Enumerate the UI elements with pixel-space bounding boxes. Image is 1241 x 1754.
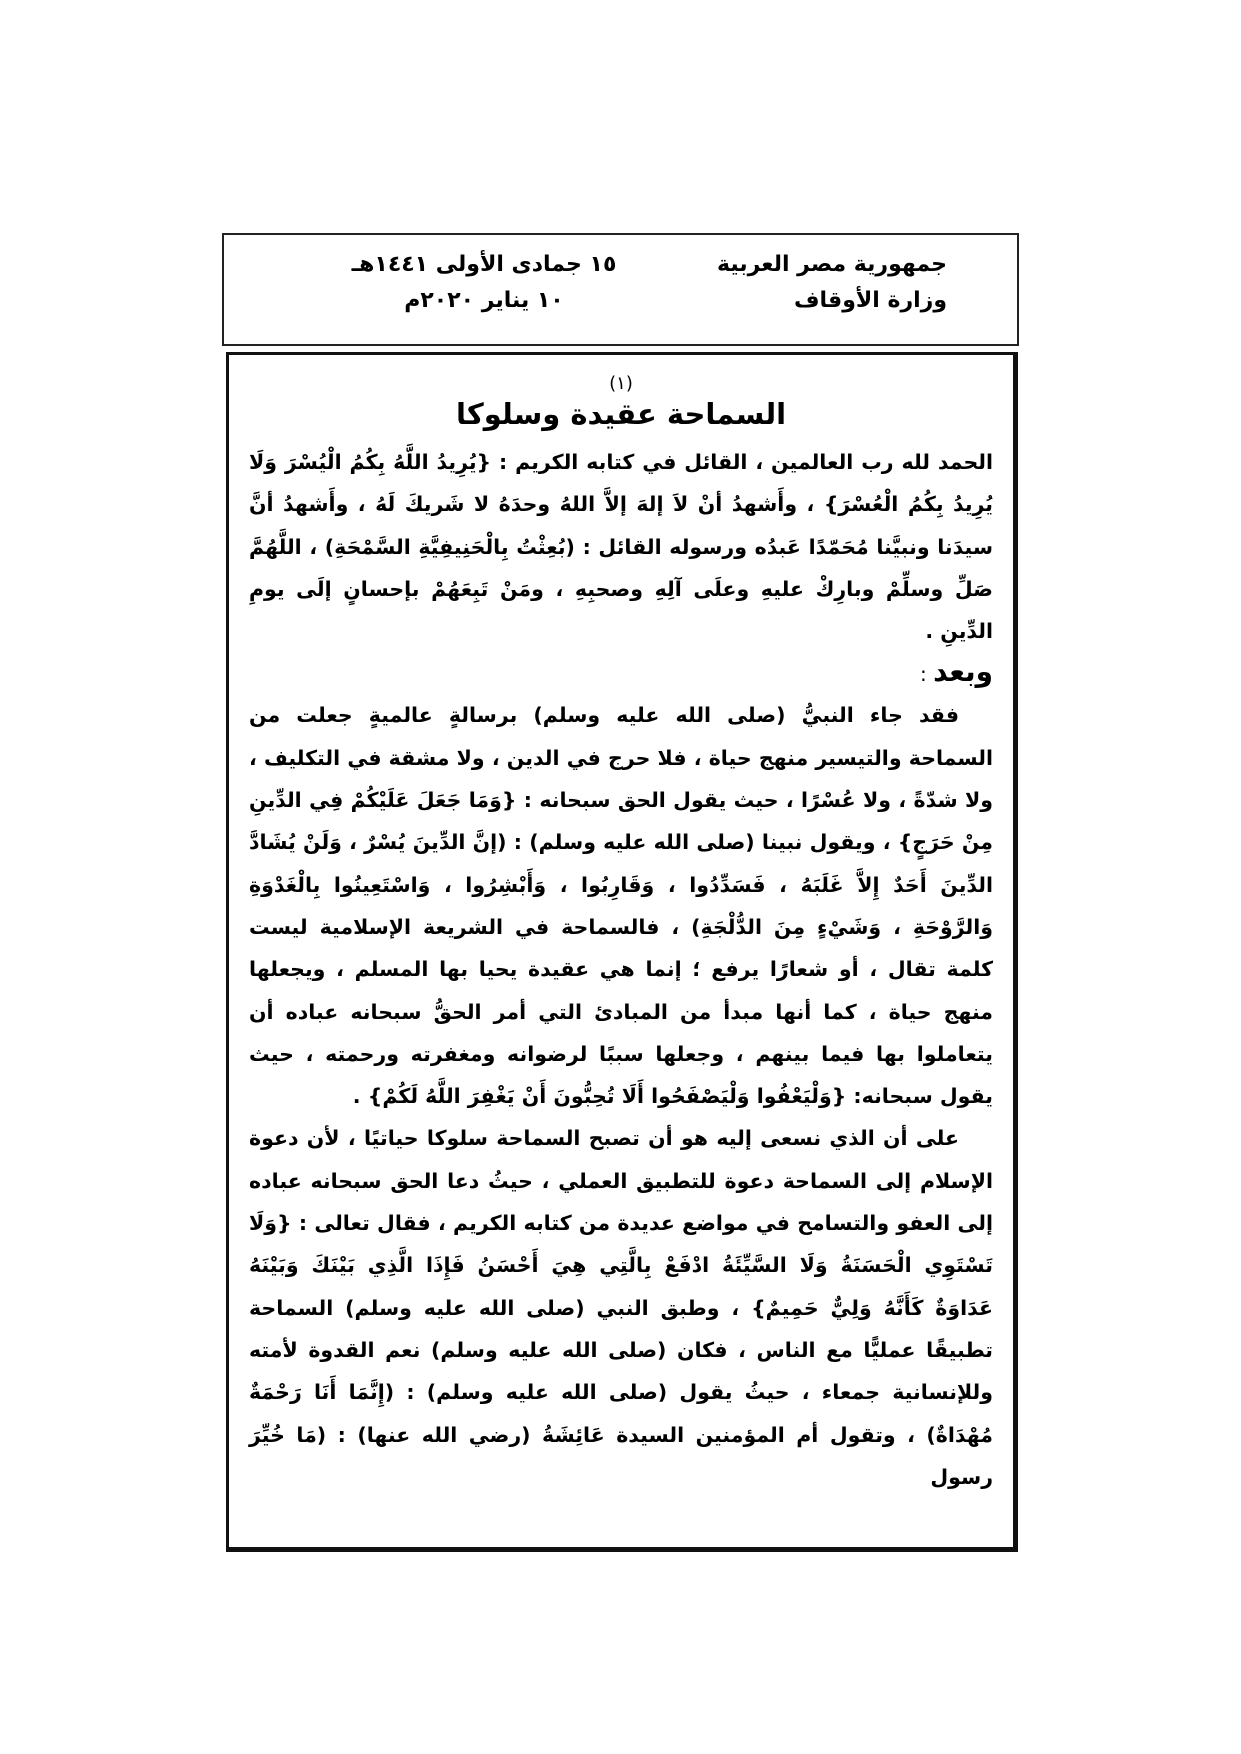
date-block [324, 247, 644, 319]
intro-paragraph: الحمد لله رب العالمين ، القائل في كتابه الكريم : {يُرِيدُ اللَّهُ بِكُمُ الْيُسْرَ وَلَا يُرِيدُ بِكُمُ الْعُسْرَ} ، وأَشهدُ أنْ لاَ إلهَ إلاَّ اللهُ وحدَهُ لا شَريكَ لَهُ ، وأَشهدُ أنَّ سيدَنا ونبيَّنا مُحَمّدًا عَبدُه ورسوله القائل : (بُعِثْتُ بِالْحَنِيفِيَّةِ السَّمْحَةِ) ، اللَّهُمَّ صَلِّ وسلِّمْ وبارِكْ عليهِ وعلَى آلِهِ وصحبِهِ ، ومَنْ تَبِعَهُمْ بإحسانٍ إلَى يومِ الدِّينِ . [249, 450, 993, 644]
lesson-number: (١) [609, 373, 633, 394]
country-name: جمهورية مصر العربية [717, 252, 947, 277]
wabad-word: وبعد [933, 655, 993, 689]
body-paragraph-2: على أن الذي نسعى إليه هو أن تصبح السماحة سلوكا حياتيًا ، لأن دعوة الإسلام إلى السماحة دعوة للتطبيق العملي ، حيثُ دعا الحق سبحانه عباده إلى العفو والتسامح في مواضع عديدة من كتابه الكريم ، فقال تعالى : {وَلَا تَسْتَوِي الْحَسَنَةُ وَلَا السَّيِّئَةُ ادْفَعْ بِالَّتِي هِيَ أَحْسَنُ فَإِذَا الَّذِي بَيْنَكَ وَبَيْنَهُ عَدَاوَةٌ كَأَنَّهُ وَلِيٌّ حَمِيمٌ} ، وطبق النبي (صلى الله عليه وسلم) السماحة تطبيقًا عمليًّا مع الناس ، فكان (صلى الله عليه وسلم) نعم القدوة لأمته وللإنسانية جمعاء ، حيثُ يقول (صلى الله عليه وسلم) : (إِنَّمَا أَنَا رَحْمَةٌ مُهْدَاةٌ) ، وتقول أم المؤمنين السيدة عَائِشَةُ (رضي الله عنها) : (مَا خُيِّرَ رسول [249, 1126, 993, 1489]
lesson-title: السماحة عقيدة وسلوكا [455, 397, 787, 431]
gregorian-date: ١٠ يناير ٢٠٢٠م [404, 288, 564, 313]
ministry-name: وزارة الأوقاف [793, 288, 947, 313]
header-box [222, 233, 1019, 346]
sermon-content-box [226, 352, 1018, 1552]
issuer-block [687, 247, 947, 319]
wabad-colon: : [919, 662, 927, 687]
body-paragraph-1: فقد جاء النبيُّ (صلى الله عليه وسلم) برسالةٍ عالميةٍ جعلت من السماحة والتيسير منهج حياة ، فلا حرج في الدين ، ولا مشقة في التكليف ، ولا شدّةً ، ولا عُسْرًا ، حيث يقول الحق سبحانه : {وَمَا جَعَلَ عَلَيْكُمْ فِي الدِّينِ مِنْ حَرَجٍ} ، ويقول نبينا (صلى الله عليه وسلم) : (إنَّ الدِّينَ يُسْرٌ ، وَلَنْ يُشَادَّ الدِّينَ أَحَدٌ إِلاَّ غَلَبَهُ ، فَسَدِّدُوا ، وَقَارِبُوا ، وَأَبْشِرُوا ، وَاسْتَعِينُوا بِالْغَدْوَةِ وَالرَّوْحَةِ ، وَشَيْءٍ مِنَ الدُّلْجَةِ) ، فالسماحة في الشريعة الإسلامية ليست كلمة تقال ، أو شعارًا يرفع ؛ إنما هي عقيدة يحيا بها المسلم ، ويجعلها منهج حياة ، كما أنها مبدأ من المبادئ التي أمر الحقُّ سبحانه عباده أن يتعاملوا بها فيما بينهم ، وجعلها سببًا لرضوانه ومغفرته ورحمته ، حيث يقول سبحانه: {وَلْيَعْفُوا وَلْيَصْفَحُوا أَلَا تُحِبُّونَ أَنْ يَغْفِرَ اللَّهُ لَكُمْ} . [249, 703, 993, 1109]
hijri-date: ١٥ جمادى الأولى ١٤٤١هـ [351, 252, 617, 277]
wabad-heading [249, 652, 993, 694]
